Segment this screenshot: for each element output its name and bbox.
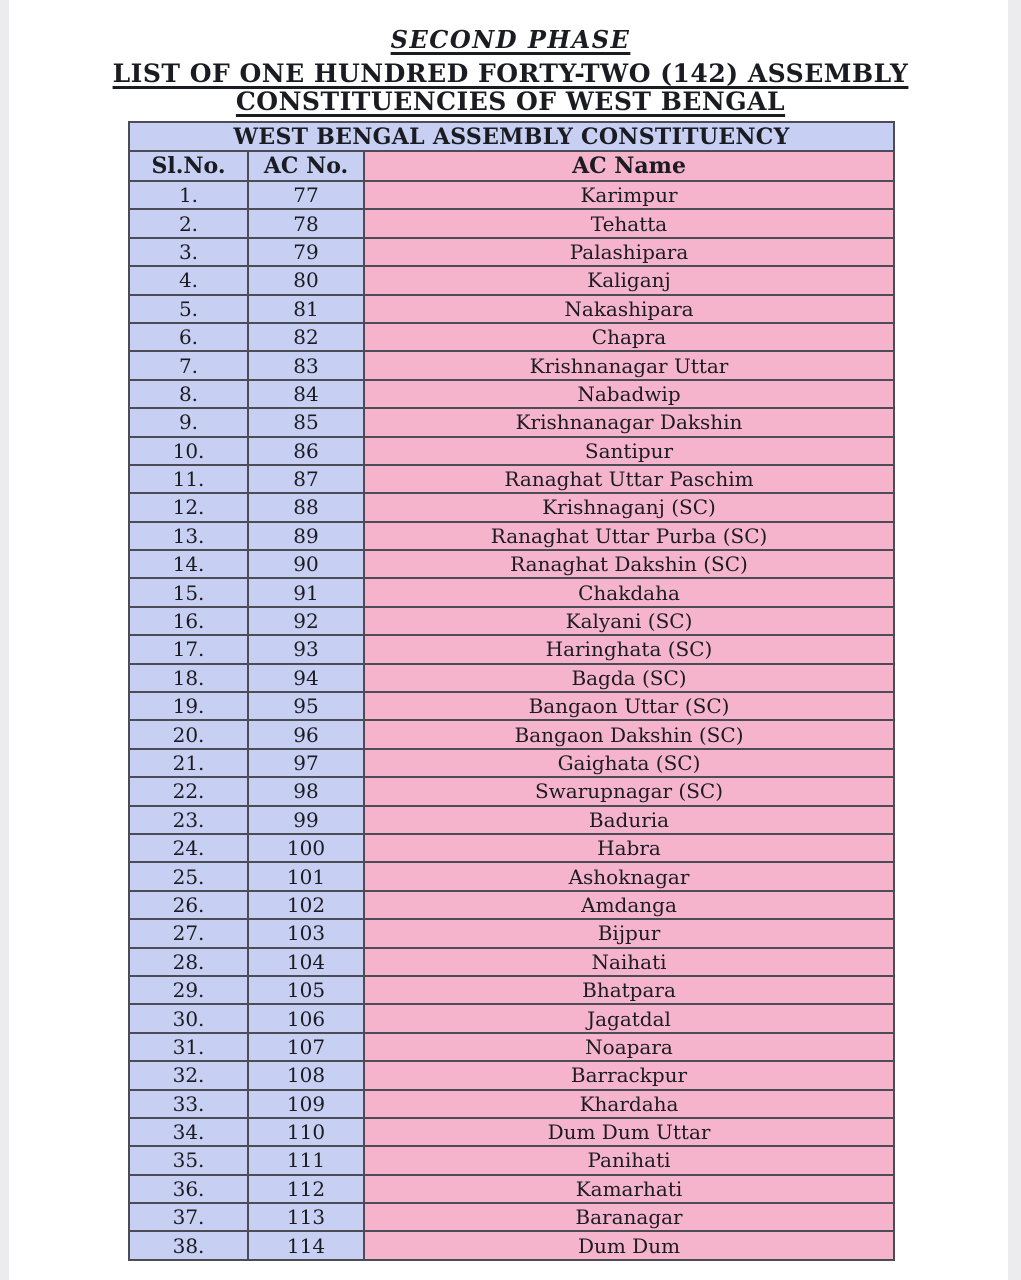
cell-ac-no: 101 xyxy=(248,862,364,890)
cell-ac-no: 81 xyxy=(248,295,364,323)
table-row xyxy=(129,777,894,805)
column-header-sl-no: Sl.No. xyxy=(129,151,248,181)
table-banner-row xyxy=(129,122,894,151)
cell-ac-no: 95 xyxy=(248,692,364,720)
cell-sl-no: 26. xyxy=(129,891,248,919)
cell-ac-name: Kamarhati xyxy=(364,1175,894,1203)
cell-sl-no: 7. xyxy=(129,351,248,379)
cell-ac-no: 87 xyxy=(248,465,364,493)
table-row xyxy=(129,1175,894,1203)
cell-ac-name: Santipur xyxy=(364,437,894,465)
cell-ac-name: Dum Dum Uttar xyxy=(364,1118,894,1146)
cell-ac-no: 94 xyxy=(248,664,364,692)
cell-ac-name: Gaighata (SC) xyxy=(364,749,894,777)
table-banner: WEST BENGAL ASSEMBLY CONSTITUENCY xyxy=(129,122,894,151)
cell-ac-name: Noapara xyxy=(364,1033,894,1061)
cell-ac-name: Bangaon Dakshin (SC) xyxy=(364,720,894,748)
cell-ac-no: 107 xyxy=(248,1033,364,1061)
cell-ac-name: Bijpur xyxy=(364,919,894,947)
cell-ac-no: 91 xyxy=(248,578,364,606)
table-row xyxy=(129,919,894,947)
cell-ac-name: Nakashipara xyxy=(364,295,894,323)
cell-ac-name: Panihati xyxy=(364,1146,894,1174)
cell-sl-no: 15. xyxy=(129,578,248,606)
cell-sl-no: 18. xyxy=(129,664,248,692)
scan-edge-right xyxy=(1008,0,1021,1280)
cell-ac-no: 110 xyxy=(248,1118,364,1146)
cell-ac-no: 99 xyxy=(248,806,364,834)
cell-sl-no: 2. xyxy=(129,209,248,237)
cell-ac-no: 84 xyxy=(248,380,364,408)
table-row xyxy=(129,408,894,436)
cell-sl-no: 31. xyxy=(129,1033,248,1061)
table-row xyxy=(129,465,894,493)
table-row xyxy=(129,1203,894,1231)
column-header-row xyxy=(129,151,894,181)
cell-ac-name: Karimpur xyxy=(364,181,894,209)
table-row xyxy=(129,550,894,578)
table-row xyxy=(129,181,894,209)
cell-sl-no: 27. xyxy=(129,919,248,947)
cell-ac-no: 105 xyxy=(248,976,364,1004)
cell-ac-no: 104 xyxy=(248,948,364,976)
cell-ac-no: 109 xyxy=(248,1090,364,1118)
cell-ac-name: Dum Dum xyxy=(364,1231,894,1259)
cell-ac-name: Habra xyxy=(364,834,894,862)
cell-sl-no: 20. xyxy=(129,720,248,748)
cell-sl-no: 25. xyxy=(129,862,248,890)
table-row xyxy=(129,493,894,521)
list-title-line1: LIST OF ONE HUNDRED FORTY-TWO (142) ASSEMBLY xyxy=(112,58,909,88)
cell-ac-no: 89 xyxy=(248,522,364,550)
cell-ac-name: Kalyani (SC) xyxy=(364,607,894,635)
cell-sl-no: 36. xyxy=(129,1175,248,1203)
table-row xyxy=(129,720,894,748)
cell-ac-name: Ranaghat Uttar Purba (SC) xyxy=(364,522,894,550)
phase-title: SECOND PHASE xyxy=(390,25,631,54)
cell-ac-no: 85 xyxy=(248,408,364,436)
table-row xyxy=(129,209,894,237)
cell-sl-no: 32. xyxy=(129,1061,248,1089)
cell-sl-no: 21. xyxy=(129,749,248,777)
constituency-table xyxy=(128,121,895,1261)
cell-ac-name: Naihati xyxy=(364,948,894,976)
cell-sl-no: 3. xyxy=(129,238,248,266)
cell-sl-no: 35. xyxy=(129,1146,248,1174)
table-row xyxy=(129,578,894,606)
cell-ac-no: 100 xyxy=(248,834,364,862)
cell-ac-no: 103 xyxy=(248,919,364,947)
cell-sl-no: 6. xyxy=(129,323,248,351)
table-body xyxy=(129,181,894,1260)
table-row xyxy=(129,323,894,351)
cell-ac-name: Krishnanagar Dakshin xyxy=(364,408,894,436)
cell-ac-name: Krishnaganj (SC) xyxy=(364,493,894,521)
cell-sl-no: 22. xyxy=(129,777,248,805)
cell-ac-no: 90 xyxy=(248,550,364,578)
table-row xyxy=(129,1004,894,1032)
cell-ac-no: 86 xyxy=(248,437,364,465)
table-row xyxy=(129,635,894,663)
table-row xyxy=(129,1231,894,1259)
table-row xyxy=(129,266,894,294)
table-row xyxy=(129,1146,894,1174)
cell-sl-no: 12. xyxy=(129,493,248,521)
cell-ac-no: 98 xyxy=(248,777,364,805)
table-row xyxy=(129,834,894,862)
column-header-ac-no: AC No. xyxy=(248,151,364,181)
table-row xyxy=(129,437,894,465)
cell-ac-name: Chakdaha xyxy=(364,578,894,606)
table-row xyxy=(129,862,894,890)
cell-ac-name: Barrackpur xyxy=(364,1061,894,1089)
table-row xyxy=(129,664,894,692)
cell-ac-no: 113 xyxy=(248,1203,364,1231)
cell-sl-no: 29. xyxy=(129,976,248,1004)
cell-sl-no: 4. xyxy=(129,266,248,294)
list-title-line2: CONSTITUENCIES OF WEST BENGAL xyxy=(235,86,786,116)
cell-ac-no: 78 xyxy=(248,209,364,237)
table-row xyxy=(129,891,894,919)
cell-ac-no: 102 xyxy=(248,891,364,919)
cell-ac-no: 97 xyxy=(248,749,364,777)
cell-ac-no: 83 xyxy=(248,351,364,379)
column-header-ac-name: AC Name xyxy=(364,151,894,181)
cell-sl-no: 5. xyxy=(129,295,248,323)
cell-ac-no: 80 xyxy=(248,266,364,294)
cell-sl-no: 9. xyxy=(129,408,248,436)
cell-ac-name: Amdanga xyxy=(364,891,894,919)
table-row xyxy=(129,607,894,635)
table-row xyxy=(129,1061,894,1089)
cell-sl-no: 19. xyxy=(129,692,248,720)
table-row xyxy=(129,1090,894,1118)
cell-sl-no: 17. xyxy=(129,635,248,663)
cell-ac-no: 82 xyxy=(248,323,364,351)
cell-sl-no: 33. xyxy=(129,1090,248,1118)
cell-ac-name: Jagatdal xyxy=(364,1004,894,1032)
cell-ac-no: 96 xyxy=(248,720,364,748)
cell-ac-name: Bhatpara xyxy=(364,976,894,1004)
cell-ac-name: Baranagar xyxy=(364,1203,894,1231)
table-row xyxy=(129,380,894,408)
table-row xyxy=(129,749,894,777)
cell-ac-name: Bagda (SC) xyxy=(364,664,894,692)
cell-ac-name: Khardaha xyxy=(364,1090,894,1118)
cell-ac-no: 112 xyxy=(248,1175,364,1203)
table-row xyxy=(129,692,894,720)
cell-sl-no: 28. xyxy=(129,948,248,976)
cell-sl-no: 30. xyxy=(129,1004,248,1032)
cell-sl-no: 34. xyxy=(129,1118,248,1146)
cell-ac-name: Chapra xyxy=(364,323,894,351)
cell-sl-no: 14. xyxy=(129,550,248,578)
cell-sl-no: 23. xyxy=(129,806,248,834)
cell-sl-no: 10. xyxy=(129,437,248,465)
cell-ac-no: 108 xyxy=(248,1061,364,1089)
cell-sl-no: 1. xyxy=(129,181,248,209)
cell-sl-no: 16. xyxy=(129,607,248,635)
cell-sl-no: 13. xyxy=(129,522,248,550)
cell-ac-no: 77 xyxy=(248,181,364,209)
cell-sl-no: 38. xyxy=(129,1231,248,1259)
cell-sl-no: 11. xyxy=(129,465,248,493)
cell-ac-no: 93 xyxy=(248,635,364,663)
cell-ac-name: Baduria xyxy=(364,806,894,834)
cell-ac-name: Haringhata (SC) xyxy=(364,635,894,663)
cell-ac-no: 106 xyxy=(248,1004,364,1032)
cell-ac-name: Ranaghat Dakshin (SC) xyxy=(364,550,894,578)
cell-ac-no: 88 xyxy=(248,493,364,521)
cell-ac-name: Tehatta xyxy=(364,209,894,237)
cell-ac-name: Ashoknagar xyxy=(364,862,894,890)
table-row xyxy=(129,351,894,379)
table-row xyxy=(129,948,894,976)
cell-sl-no: 37. xyxy=(129,1203,248,1231)
cell-ac-no: 111 xyxy=(248,1146,364,1174)
cell-ac-name: Nabadwip xyxy=(364,380,894,408)
cell-ac-no: 79 xyxy=(248,238,364,266)
cell-sl-no: 8. xyxy=(129,380,248,408)
cell-ac-no: 114 xyxy=(248,1231,364,1259)
table-row xyxy=(129,295,894,323)
cell-ac-name: Kaliganj xyxy=(364,266,894,294)
table-row xyxy=(129,806,894,834)
table-row xyxy=(129,1033,894,1061)
table-row xyxy=(129,238,894,266)
table-row xyxy=(129,522,894,550)
table-row xyxy=(129,976,894,1004)
scan-edge-left xyxy=(0,0,9,1280)
document-header xyxy=(0,26,1021,116)
cell-ac-name: Palashipara xyxy=(364,238,894,266)
cell-ac-no: 92 xyxy=(248,607,364,635)
cell-ac-name: Krishnanagar Uttar xyxy=(364,351,894,379)
cell-ac-name: Ranaghat Uttar Paschim xyxy=(364,465,894,493)
cell-ac-name: Bangaon Uttar (SC) xyxy=(364,692,894,720)
table-row xyxy=(129,1118,894,1146)
cell-ac-name: Swarupnagar (SC) xyxy=(364,777,894,805)
cell-sl-no: 24. xyxy=(129,834,248,862)
